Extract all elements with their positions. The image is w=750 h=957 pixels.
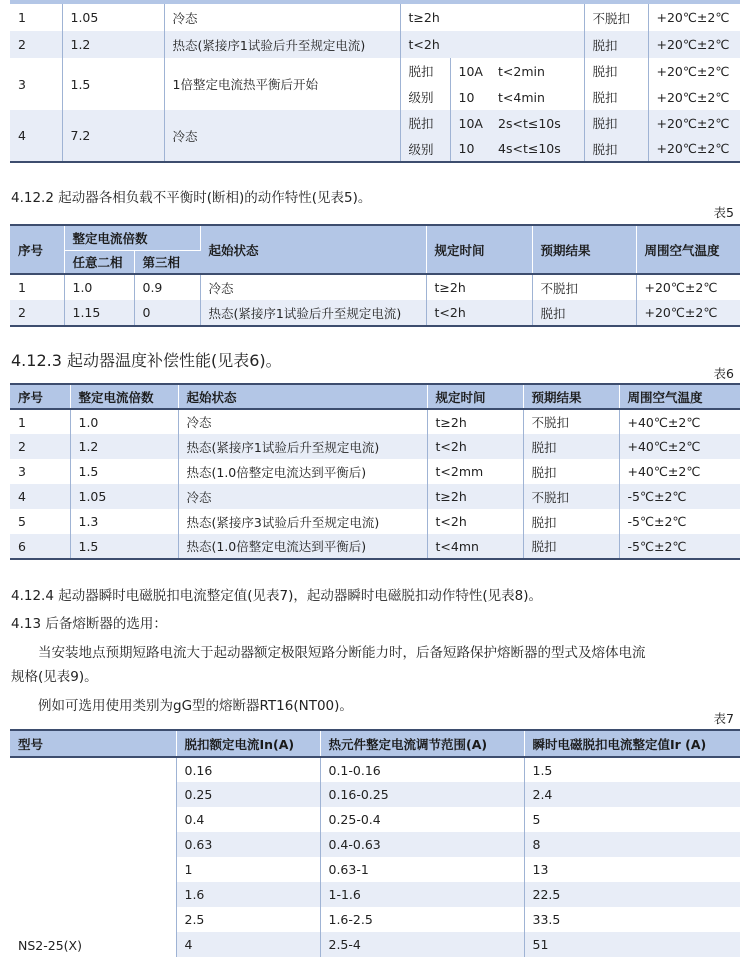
table-cell: 1-1.6 bbox=[320, 882, 524, 907]
table-cell: t<2h bbox=[426, 300, 532, 326]
table-cell: 0.16-0.25 bbox=[320, 782, 524, 807]
table-cell: 1.5 bbox=[62, 58, 164, 110]
table-cell: 冷态 bbox=[178, 409, 427, 434]
table-row bbox=[10, 274, 740, 300]
table-cell: 5 bbox=[10, 509, 70, 534]
table-row bbox=[10, 4, 740, 31]
table-cell: 0.4-0.63 bbox=[320, 832, 524, 857]
table-cell: 22.5 bbox=[524, 882, 740, 907]
table-row bbox=[10, 58, 740, 84]
section-heading-4-13: 4.13 后备熔断器的选用： bbox=[11, 616, 167, 632]
table-header-cell: 第三相 bbox=[134, 250, 200, 274]
table-cell: 脱扣 bbox=[400, 110, 450, 136]
table-row bbox=[10, 484, 740, 509]
table-cell: 7.2 bbox=[62, 110, 164, 162]
table-cell: 脱扣 bbox=[584, 31, 648, 58]
table-cell: 1.05 bbox=[62, 4, 164, 31]
table-cell: 0.25 bbox=[176, 782, 320, 807]
table-cell: 热态(紧接序3试验后升至规定电流) bbox=[178, 509, 427, 534]
table-cell: 级别 bbox=[400, 84, 450, 110]
table-cell: 8 bbox=[524, 832, 740, 857]
table-cell: 1.2 bbox=[70, 434, 178, 459]
table-cell: 2.5 bbox=[176, 907, 320, 932]
table-header-cell: 整定电流倍数 bbox=[64, 225, 200, 250]
table-cell: 1.3 bbox=[70, 509, 178, 534]
table7-caption: 表7 bbox=[713, 711, 734, 726]
table-cell: t≥2h bbox=[427, 484, 523, 509]
table-cell: 不脱扣 bbox=[532, 274, 636, 300]
table-cell: 脱扣 bbox=[523, 509, 619, 534]
table-cell: 脱扣 bbox=[400, 58, 450, 84]
table-row bbox=[10, 409, 740, 434]
table-header-cell: 周围空气温度 bbox=[619, 384, 740, 409]
table-cell: -5℃±2℃ bbox=[619, 484, 740, 509]
table-cell: 4 bbox=[10, 484, 70, 509]
paragraph-line: 规格(见表9)。 bbox=[11, 669, 98, 685]
table-cell: 1 bbox=[176, 857, 320, 882]
table-header-cell: 序号 bbox=[10, 384, 70, 409]
table-cell: 热态(紧接序1试验后升至规定电流) bbox=[200, 300, 426, 326]
table-cell: 脱扣 bbox=[584, 58, 648, 84]
table-cell: 1 bbox=[10, 4, 62, 31]
table6-caption: 表6 bbox=[713, 366, 734, 381]
table-cell: 级别 bbox=[400, 136, 450, 162]
table-header-cell: 序号 bbox=[10, 225, 64, 274]
table-cell: +20℃±2℃ bbox=[648, 84, 740, 110]
table-cell: 脱扣 bbox=[523, 434, 619, 459]
table-cell: +20℃±2℃ bbox=[648, 110, 740, 136]
table7 bbox=[10, 729, 740, 957]
table-cell: 0.63 bbox=[176, 832, 320, 857]
table-cell: t<2h bbox=[427, 434, 523, 459]
model-cell: NS2-25(X) bbox=[10, 757, 176, 957]
table-cell: 3 bbox=[10, 58, 62, 110]
table-cell: 1.0 bbox=[70, 409, 178, 434]
table-cell: 1.5 bbox=[532, 762, 553, 778]
table-header-cell: 任意二相 bbox=[64, 250, 134, 274]
table-cell: +20℃±2℃ bbox=[648, 136, 740, 162]
table-cell: 0.9 bbox=[134, 274, 200, 300]
table-cell: 3 bbox=[10, 459, 70, 484]
table-cell: 2.4 bbox=[524, 782, 740, 807]
table-cell: 冷态 bbox=[178, 484, 427, 509]
table-cell: t<4min bbox=[490, 84, 584, 110]
table-cell: 2 bbox=[10, 31, 62, 58]
table-cell: 5 bbox=[532, 812, 541, 827]
table-header-cell: 起始状态 bbox=[200, 225, 426, 274]
table5-caption: 表5 bbox=[713, 205, 734, 220]
table-cell: 33.5 bbox=[532, 912, 561, 927]
table-cell: 1.05 bbox=[70, 484, 178, 509]
table5 bbox=[10, 224, 740, 327]
table-cell: 不脱扣 bbox=[584, 4, 648, 31]
table-cell: 4 bbox=[10, 110, 62, 162]
table-row bbox=[10, 31, 740, 58]
table-cell: -5℃±2℃ bbox=[619, 534, 740, 559]
table-header-cell: 脱扣额定电流In(A) bbox=[176, 730, 320, 757]
table-cell: +20℃±2℃ bbox=[636, 300, 740, 326]
table-header-row bbox=[10, 730, 740, 757]
table-header-row bbox=[10, 225, 740, 250]
table-cell: t<2min bbox=[490, 58, 584, 84]
table-header-cell: 预期结果 bbox=[523, 384, 619, 409]
table-header-cell: 瞬时电磁脱扣电流整定值Ir (A) bbox=[524, 730, 740, 757]
table-cell: 热态(紧接序1试验后升至规定电流) bbox=[164, 31, 400, 58]
table-cell: 0.25-0.4 bbox=[320, 807, 524, 832]
table-cell: 脱扣 bbox=[532, 300, 636, 326]
table-cell: 不脱扣 bbox=[523, 409, 619, 434]
table-cell: 脱扣 bbox=[584, 136, 648, 162]
table-cell: 10 bbox=[450, 136, 490, 162]
table-cell: t<2h bbox=[427, 509, 523, 534]
table-cell: +20℃±2℃ bbox=[644, 280, 718, 295]
table-row bbox=[10, 509, 740, 534]
table-cell: 热态(1.0倍整定电流达到平衡后) bbox=[178, 459, 427, 484]
section-heading-4-12-2: 4.12.2 起动器各相负载不平衡时(断相)的动作特性(见表5)。 bbox=[11, 190, 372, 206]
table-cell: 冷态 bbox=[200, 274, 426, 300]
table-cell: +20℃±2℃ bbox=[648, 31, 740, 58]
table-cell: 0.16 bbox=[176, 757, 320, 782]
table-cell: 0.4 bbox=[176, 807, 320, 832]
table6 bbox=[10, 383, 740, 560]
table-cell: 脱扣 bbox=[584, 110, 648, 136]
table-cell: 4 bbox=[176, 932, 320, 957]
table-cell: 1 bbox=[10, 409, 70, 434]
table-cell: +40℃±2℃ bbox=[627, 414, 701, 430]
table-cell: 0.63-1 bbox=[320, 857, 524, 882]
table-cell: 1倍整定电流热平衡后开始 bbox=[164, 58, 400, 110]
table-row bbox=[10, 300, 740, 326]
table-cell: 脱扣 bbox=[523, 534, 619, 559]
table-cell: +20℃±2℃ bbox=[656, 10, 730, 25]
table-row bbox=[10, 110, 740, 136]
table-cell: 6 bbox=[10, 534, 70, 559]
table-cell: 2.5-4 bbox=[320, 932, 524, 957]
table-cell: t<4mn bbox=[427, 534, 523, 559]
table-cell: 4s<t≤10s bbox=[490, 136, 584, 162]
table-header-cell: 规定时间 bbox=[427, 384, 523, 409]
section-heading-4-12-3: 4.12.3 起动器温度补偿性能(见表6)。 bbox=[11, 351, 282, 370]
table-cell: 冷态 bbox=[164, 110, 400, 162]
table-cell: t<2h bbox=[400, 31, 584, 58]
table-cell: 1.6-2.5 bbox=[320, 907, 524, 932]
table-header-cell: 整定电流倍数 bbox=[70, 384, 178, 409]
table-cell: 1.2 bbox=[62, 31, 164, 58]
table-cell: 2 bbox=[10, 434, 70, 459]
table-cell: t<2mm bbox=[427, 459, 523, 484]
table-header-cell: 周围空气温度 bbox=[636, 225, 740, 274]
table-cell: 10A bbox=[450, 110, 490, 136]
table-cell: 0 bbox=[134, 300, 200, 326]
table-cell: 冷态 bbox=[164, 4, 400, 31]
table-cell: 1.6 bbox=[176, 882, 320, 907]
table-cell: 51 bbox=[524, 932, 740, 957]
table-row bbox=[10, 757, 740, 782]
top-table bbox=[10, 4, 740, 163]
table-cell: 10 bbox=[450, 84, 490, 110]
table-row bbox=[10, 534, 740, 559]
paragraph-line: 当安装地点预期短路电流大于起动器额定极限短路分断能力时，后备短路保护熔断器的型式及熔体电流 bbox=[38, 645, 646, 661]
table-header-cell: 型号 bbox=[10, 730, 176, 757]
paragraph-example: 例如可选用使用类别为gG型的熔断器RT16(NT00)。 bbox=[38, 698, 353, 714]
table-cell: 2s<t≤10s bbox=[490, 110, 584, 136]
table-cell: +40℃±2℃ bbox=[627, 464, 701, 479]
table-cell: t≥2h bbox=[427, 409, 523, 434]
table-header-cell: 预期结果 bbox=[532, 225, 636, 274]
table-header-cell: 规定时间 bbox=[426, 225, 532, 274]
table-cell: 不脱扣 bbox=[523, 484, 619, 509]
table-row bbox=[10, 459, 740, 484]
table-cell: 2 bbox=[10, 300, 64, 326]
table-cell: 1.15 bbox=[64, 300, 134, 326]
table-cell: 1 bbox=[10, 274, 64, 300]
table-cell: +20℃±2℃ bbox=[648, 58, 740, 84]
table-cell: 热态(1.0倍整定电流达到平衡后) bbox=[178, 534, 427, 559]
table-cell: 脱扣 bbox=[523, 459, 619, 484]
table-cell: 热态(紧接序1试验后升至规定电流) bbox=[178, 434, 427, 459]
table-header-cell: 热元件整定电流调节范围(A) bbox=[320, 730, 524, 757]
table-cell: 1.5 bbox=[70, 534, 178, 559]
table-cell: t≥2h bbox=[400, 4, 584, 31]
table-header-row bbox=[10, 384, 740, 409]
table-cell: 1.5 bbox=[70, 459, 178, 484]
table-cell: -5℃±2℃ bbox=[627, 514, 687, 529]
table-cell: 10A bbox=[450, 58, 490, 84]
table-header-cell: 起始状态 bbox=[178, 384, 427, 409]
table-cell: +40℃±2℃ bbox=[619, 434, 740, 459]
table-cell: 脱扣 bbox=[584, 84, 648, 110]
table-cell: 13 bbox=[532, 862, 549, 877]
table-cell: 1.0 bbox=[64, 274, 134, 300]
table-row bbox=[10, 434, 740, 459]
section-heading-4-12-4: 4.12.4 起动器瞬时电磁脱扣电流整定值(见表7)，起动器瞬时电磁脱扣动作特性(见表8)。 bbox=[11, 588, 542, 604]
table-cell: 0.1-0.16 bbox=[320, 757, 524, 782]
table-cell: t≥2h bbox=[426, 274, 532, 300]
